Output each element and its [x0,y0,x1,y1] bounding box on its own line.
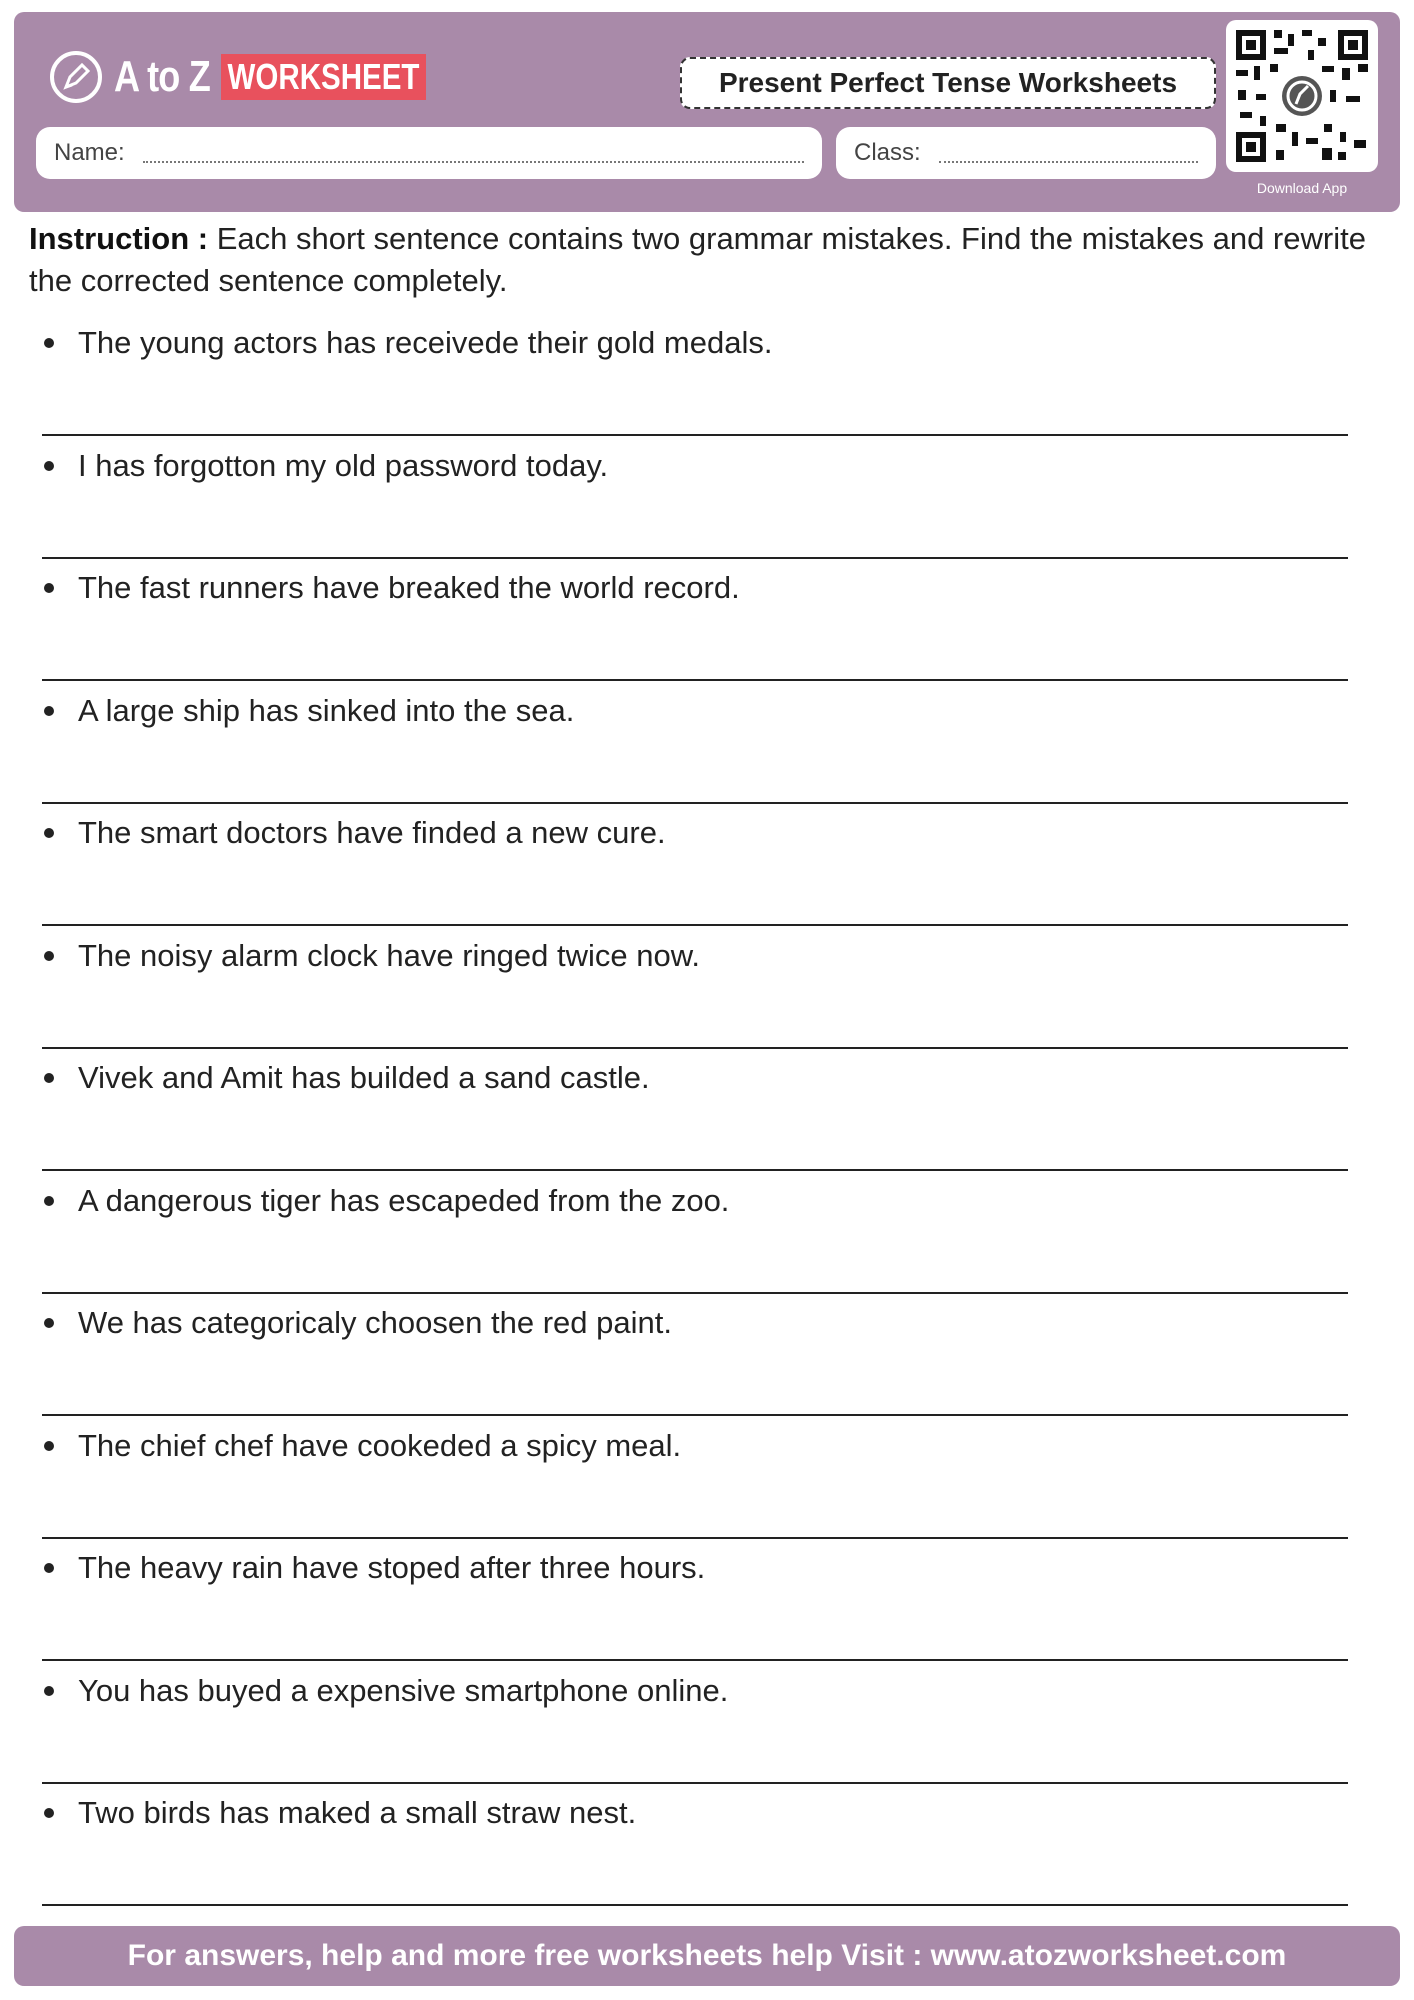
qr-caption: Download App [1256,180,1348,196]
class-field[interactable] [836,127,1216,179]
answer-line[interactable] [42,1292,1348,1294]
answer-line[interactable] [42,557,1348,559]
question-item [0,688,1414,811]
question-text: The chief chef have cookeded a spicy meal. [78,1427,682,1463]
question-text: The smart doctors have finded a new cure. [78,815,666,850]
instruction [29,218,1379,302]
bullet-icon [44,338,54,348]
bullet-icon [44,1686,54,1696]
answer-line[interactable] [42,1659,1348,1661]
question-text: I has forgotton my old password today. [78,447,609,483]
question-text: Two birds has maked a small straw nest. [78,1795,637,1830]
question-item [0,1300,1414,1423]
answer-line[interactable] [42,679,1348,681]
answer-line[interactable] [42,1169,1348,1171]
answer-line[interactable] [42,1782,1348,1784]
qr-code-icon[interactable] [1226,20,1378,172]
question-item [0,1668,1414,1791]
instruction-text: Each short sentence contains two grammar mistakes. Find the mistakes and rewrite the corrected sentence completely. [29,221,1366,298]
question-item [0,1790,1414,1913]
worksheet-header [14,12,1400,212]
answer-line[interactable] [42,1904,1348,1906]
worksheet-title: Present Perfect Tense Worksheets [680,57,1216,109]
question-item [0,1055,1414,1178]
atoz-logo[interactable] [50,42,471,112]
question-text: We has categoricaly choosen the red paint. [78,1305,672,1340]
question-text: The fast runners have breaked the world record. [78,570,740,605]
pencil-logo-icon [50,51,102,103]
answer-line[interactable] [42,1047,1348,1049]
instruction-label: Instruction : [29,221,209,256]
answer-line[interactable] [42,1537,1348,1539]
bullet-icon [44,1318,54,1328]
question-text: A large ship has sinked into the sea. [78,692,575,728]
bullet-icon [44,951,54,961]
bullet-icon [44,461,54,471]
question-item [0,1178,1414,1301]
question-text: A dangerous tiger has escapeded from the zoo. [78,1182,730,1218]
question-item [0,443,1414,566]
question-item [0,810,1414,933]
name-field[interactable] [36,127,822,179]
question-item [0,565,1414,688]
question-item [0,1423,1414,1546]
bullet-icon [44,1196,54,1206]
answer-line[interactable] [42,1414,1348,1416]
class-input-line[interactable] [939,157,1198,163]
name-input-line[interactable] [143,157,804,163]
answer-line[interactable] [42,434,1348,436]
question-list [0,320,1414,1913]
footer-link[interactable]: For answers, help and more free worksheets help Visit : www.atozworksheet.com [14,1926,1400,1986]
bullet-icon [44,583,54,593]
question-item [0,1545,1414,1668]
bullet-icon [44,706,54,716]
bullet-icon [44,1563,54,1573]
question-text: Vivek and Amit has builded a sand castle. [78,1060,650,1095]
bullet-icon [44,1073,54,1083]
question-text: You has buyed a expensive smartphone online. [78,1672,729,1708]
logo-highlight: WORKSHEET [221,54,426,100]
question-text: The heavy rain have stoped after three hours. [78,1550,706,1585]
question-text: The noisy alarm clock have ringed twice now. [78,937,701,973]
bullet-icon [44,1808,54,1818]
answer-line[interactable] [42,924,1348,926]
question-item [0,320,1414,443]
question-text: The young actors has receivede their gold medals. [78,325,773,360]
logo-text: A to Z [114,52,210,101]
bullet-icon [44,828,54,838]
name-label: Name: [54,139,125,166]
class-label: Class: [854,139,921,166]
question-item [0,933,1414,1056]
bullet-icon [44,1441,54,1451]
answer-line[interactable] [42,802,1348,804]
